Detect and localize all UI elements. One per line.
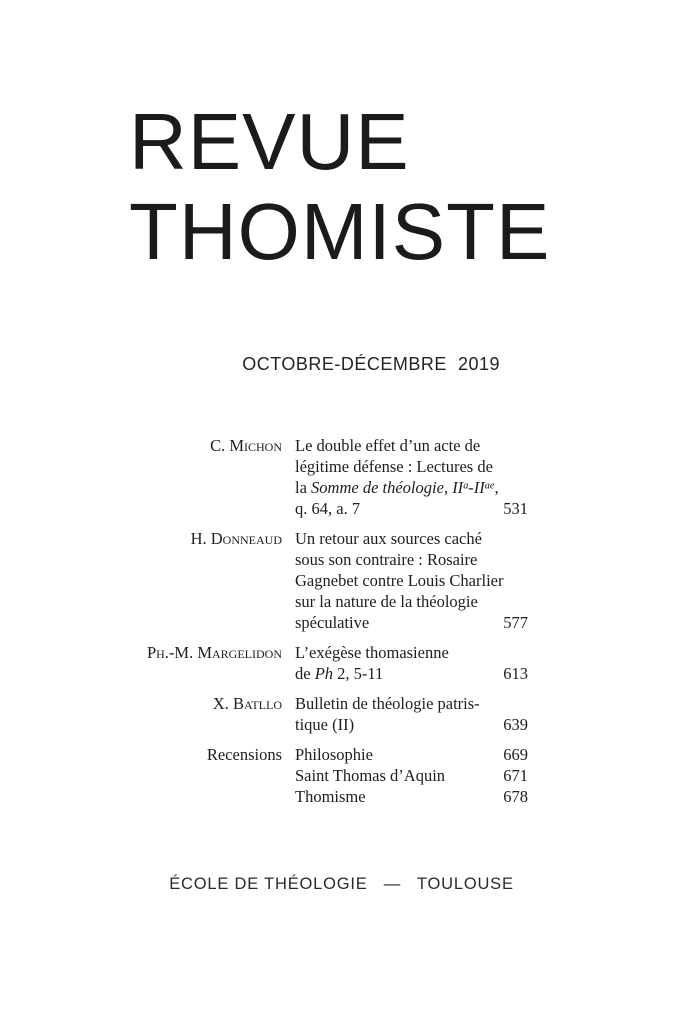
- masthead-line-1: REVUE: [129, 97, 410, 186]
- toc-text-segment: -II: [468, 478, 485, 497]
- toc-line: [295, 591, 528, 612]
- toc: [121, 435, 528, 816]
- toc-line: [295, 744, 528, 765]
- toc-text-segment: q. 64, a. 7: [295, 499, 361, 518]
- toc-text-segment: Somme de théologie: [311, 478, 444, 497]
- toc-text-segment: Le double effet d’un acte de: [295, 436, 481, 455]
- toc-line: [295, 714, 528, 735]
- toc-entry: [121, 435, 528, 519]
- toc-line-text: [295, 591, 478, 612]
- toc-line-text: [295, 693, 480, 714]
- toc-line: [295, 498, 528, 519]
- toc-line-text: [295, 477, 499, 498]
- toc-line: [295, 435, 528, 456]
- page-number: 531: [503, 499, 528, 518]
- masthead-line-2: THOMISTE: [129, 187, 551, 276]
- toc-entry-content: [295, 693, 528, 735]
- journal-masthead: [129, 97, 550, 277]
- toc-line: [295, 663, 528, 684]
- toc-entry-content: [295, 744, 528, 807]
- page-number: 639: [503, 715, 528, 734]
- toc-line-text: [295, 765, 445, 786]
- toc-text-segment: la: [295, 478, 312, 497]
- toc-entry: [121, 642, 528, 684]
- toc-line: [295, 693, 528, 714]
- toc-text-segment: sous son contraire : Rosaire: [295, 550, 478, 569]
- toc-text-segment: tique (II): [295, 715, 355, 734]
- toc-text-segment: de: [295, 664, 315, 683]
- toc-line: [295, 456, 528, 477]
- toc-line-text: [295, 435, 480, 456]
- toc-line-text: [295, 456, 493, 477]
- toc-entry-content: [295, 642, 528, 684]
- toc-line: [295, 570, 528, 591]
- toc-line-text: [295, 528, 482, 549]
- toc-line: [295, 612, 528, 633]
- page-number: 577: [503, 613, 528, 632]
- toc-text-segment: Un retour aux sources caché: [295, 529, 482, 548]
- toc-text-segment: 2, 5-11: [333, 664, 384, 683]
- toc-line-text: [295, 612, 369, 633]
- toc-author-label: Ph.-M. Margelidon: [146, 643, 282, 662]
- toc-entry: [121, 744, 528, 807]
- toc-line-text: [295, 498, 360, 519]
- page-number: 671: [503, 766, 528, 785]
- toc-text-segment: légitime défense : Lectures de: [295, 457, 493, 476]
- toc-line-text: [295, 663, 383, 684]
- toc-text-segment: L’exégèse thomasienne: [295, 643, 449, 662]
- toc-line-text: [295, 744, 373, 765]
- toc-line-text: [295, 642, 449, 663]
- toc-text-segment: ,: [443, 478, 453, 497]
- toc-text-segment: Gagnebet contre Louis Charlier: [295, 571, 504, 590]
- issue-date: OCTOBRE-DÉCEMBRE 2019: [242, 354, 500, 374]
- page-number: 678: [503, 787, 528, 806]
- toc-line-text: [295, 570, 503, 591]
- toc-text-segment: spéculative: [295, 613, 370, 632]
- toc-text-segment: II: [452, 478, 464, 497]
- toc-entry: [121, 693, 528, 735]
- toc-text-segment: Philosophie: [295, 745, 373, 764]
- toc-text-segment: Ph: [314, 664, 334, 683]
- toc-text-segment: ,: [494, 478, 499, 497]
- toc-line-text: [295, 714, 354, 735]
- toc-entry-content: [295, 528, 528, 633]
- toc-line: [295, 477, 528, 498]
- toc-entry: [121, 528, 528, 633]
- publisher-imprint: ÉCOLE DE THÉOLOGIE — TOULOUSE: [169, 875, 514, 893]
- toc-line: [295, 549, 528, 570]
- toc-text-segment: sur la nature de la théologie: [295, 592, 478, 611]
- toc-author-label: Recensions: [206, 745, 282, 764]
- toc-text-segment: Thomisme: [295, 787, 366, 806]
- toc-author-label: X. Batllo: [212, 694, 282, 713]
- toc-line-text: [295, 549, 477, 570]
- toc-author-label: C. Michon: [210, 436, 282, 455]
- toc-line: [295, 642, 528, 663]
- toc-text-segment: a: [463, 480, 469, 492]
- toc-text-segment: Saint Thomas d’Aquin: [295, 766, 446, 785]
- toc-text-segment: Bulletin de théologie patris-: [295, 694, 480, 713]
- toc-text-segment: ae: [484, 480, 495, 492]
- toc-line-text: [295, 786, 366, 807]
- toc-line: [295, 786, 528, 807]
- toc-line: [295, 528, 528, 549]
- toc-author-label: H. Donneaud: [190, 529, 282, 548]
- toc-line: [295, 765, 528, 786]
- page-number: 669: [503, 745, 528, 764]
- toc-entry-content: [295, 435, 528, 519]
- page-number: 613: [503, 664, 528, 683]
